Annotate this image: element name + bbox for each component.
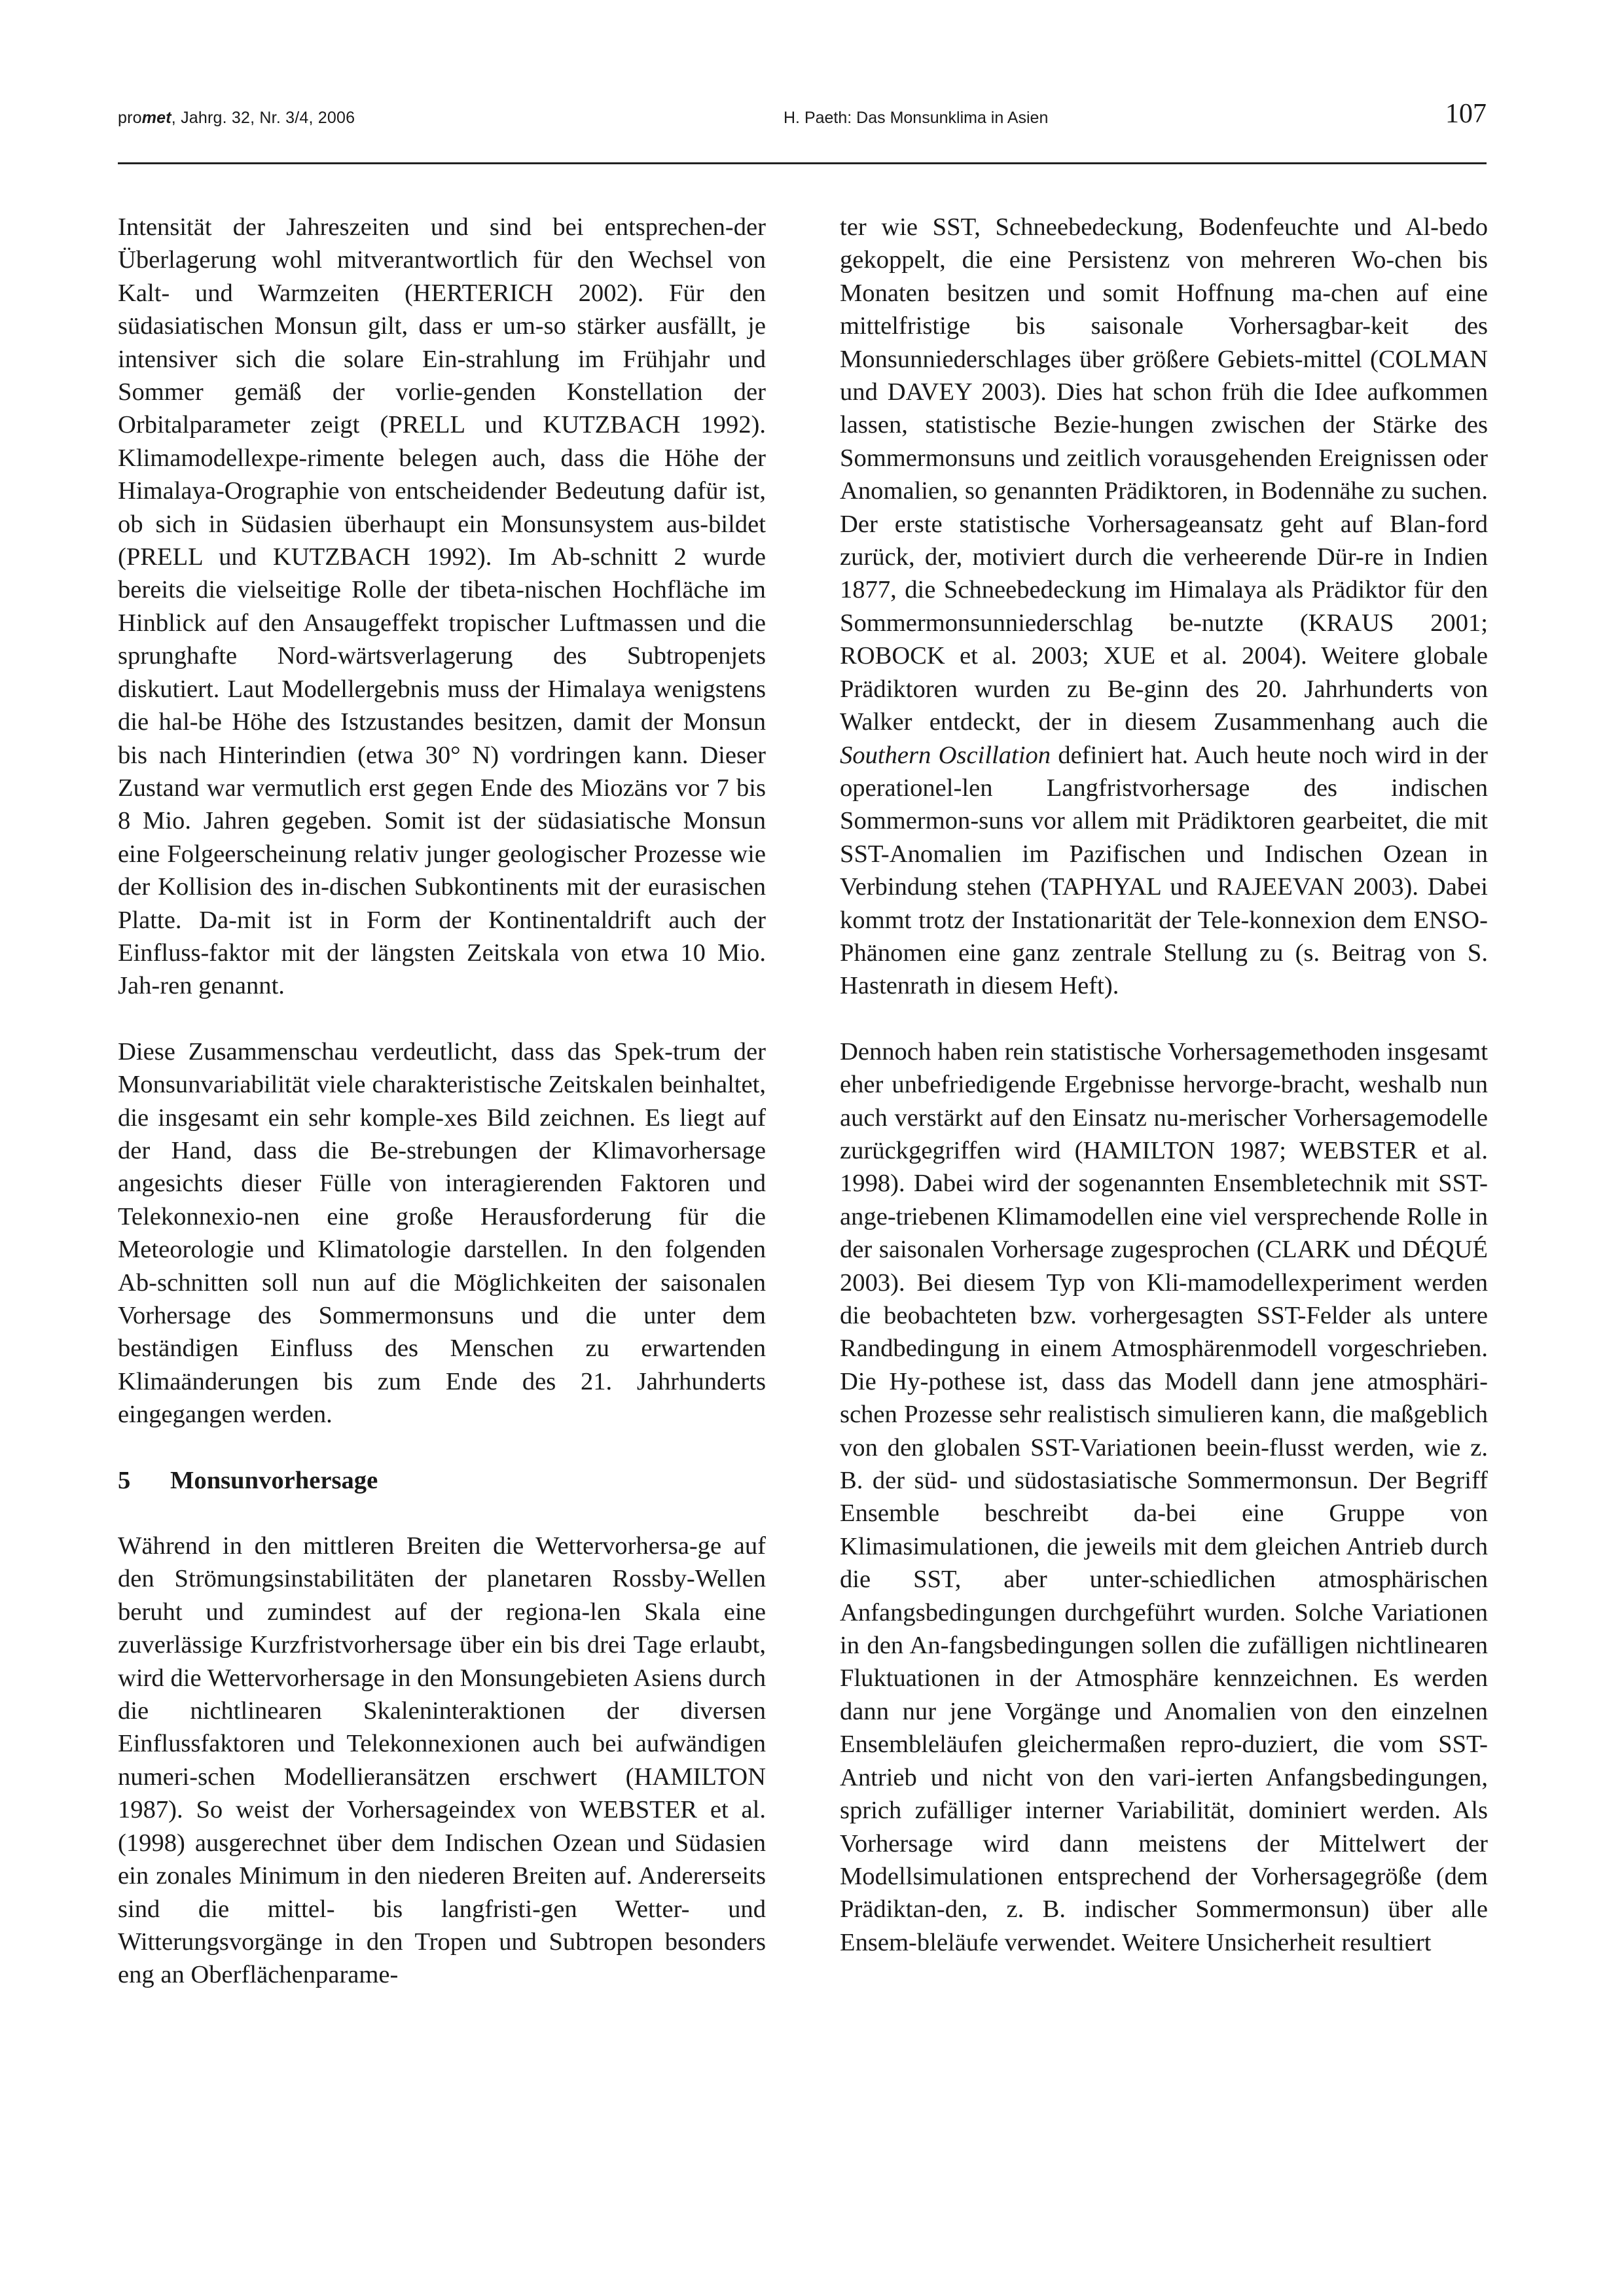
journal-citation: promet, Jahrg. 32, Nr. 3/4, 2006 bbox=[118, 109, 355, 127]
left-column bbox=[118, 211, 766, 1992]
section-heading bbox=[118, 1464, 766, 1497]
italic-term: Southern Oscillation bbox=[840, 741, 1051, 769]
running-title: H. Paeth: Das Monsunklima in Asien bbox=[784, 109, 1049, 127]
page-header bbox=[118, 99, 1487, 164]
section-number: 5 bbox=[118, 1466, 131, 1494]
section-title: Monsunvorhersage bbox=[170, 1466, 378, 1494]
right-column bbox=[840, 211, 1488, 1959]
page-number: 107 bbox=[1445, 99, 1487, 129]
journal-name-emphasis: met bbox=[141, 109, 171, 127]
paragraph: Dennoch haben rein statistische Vorhersagemethoden insgesamt eher unbefriedigende Ergebnisse hervorge-bracht, weshalb nun auch verstärkt auf den Einsatz nu-merischer Vorhersagemodelle zurückgegriffen wird (HAMILTON 1987; WEBSTER et al. 1998). Dabei wird der sogenannten Ensembletechnik mit SST-ange-triebenen Klimamodellen eine viel versprechende Rolle in der saisonalen Vorhersage zugesprochen (CLARK und DÉQUÉ 2003). Bei diesem Typ von Kli-mamodellexperiment werden die beobachteten bzw. vorhergesagten SST-Felder als untere Randbedingung in einem Atmosphärenmodell vorgeschrieben. Die Hy-pothese ist, dass das Modell dann jene atmosphäri-schen Prozesse sehr realistisch simulieren kann, die maßgeblich von den globalen SST-Variationen beein-flusst werden, wie z. B. der süd- und südostasiatische Sommermonsun. Der Begriff Ensemble beschreibt da-bei eine Gruppe von Klimasimulationen, die jeweils mit dem gleichen Antrieb durch die SST, aber unter-schiedlichen atmosphärischen Anfangsbedingungen durchgeführt wurden. Solche Variationen in den An-fangsbedingungen sollen die zufälligen nichtlinearen Fluktuationen in der Atmosphäre kennzeichnen. Es werden dann nur jene Vorgänge und Anomalien von den einzelnen Ensembleläufen gleichermaßen repro-duziert, die vom SST-Antrieb und nicht von den vari-ierten Anfangsbedingungen, sprich zufälliger interner Variabilität, dominiert werden. Als Vorhersage wird dann meistens der Mittelwert der Modellsimulationen entsprechend der Vorhersagegröße (dem Prädiktan-den, z. B. indischer Sommermonsun) über alle Ensem-bleläufe verwendet. Weitere Unsicherheit resultiert bbox=[840, 1037, 1488, 1956]
paragraph: Während in den mittleren Breiten die Wettervorhersa-ge auf den Strömungsinstabilitäten der planetaren Rossby-Wellen beruht und zumindest auf der regiona-len Skala eine zuverlässige Kurzfristvorhersage über ein bis drei Tage erlaubt, wird die Wettervorhersage in den Monsungebieten Asiens durch die nichtlinearen Skaleninteraktionen der diversen Einflussfaktoren und Telekonnexionen auch bei aufwändigen numeri-schen Modellieransätzen erschwert (HAMILTON 1987). So weist der Vorhersageindex von WEBSTER et al. (1998) ausgerechnet über dem Indischen Ozean und Südasien ein zonales Minimum in den niederen Breiten auf. Andererseits sind die mittel- bis langfristi-gen Wetter- und Witterungsvorgänge in den Tropen und Subtropen besonders eng an Oberflächenparame- bbox=[118, 1532, 766, 1989]
paragraph: ter wie SST, Schneebedeckung, Bodenfeuchte und Al-bedo gekoppelt, die eine Persistenz von mehreren Wo-chen bis Monaten besitzen und somit Hoffnung ma-chen auf eine mittelfristige bis saisonale Vorhersagbar-keit des Monsunniederschlages über größere Gebiets-mittel (COLMAN und DAVEY 2003). Dies hat schon früh die Idee aufkommen lassen, statistische Bezie-hungen zwischen der Stärke des Sommermonsuns und zeitlich vorausgehenden Ereignissen oder Anomalien, so genannten Prädiktoren, in Bodennähe zu suchen. Der erste statistische Vorhersageansatz geht auf Blan-ford zurück, der, motiviert durch die verheerende Dür-re in Indien 1877, die Schneebedeckung im Himalaya als Prädiktor für den Sommermonsunniederschlag be-nutzte (KRAUS 2001; ROBOCK et al. 2003; XUE et al. 2004). Weitere globale Prädiktoren wurden zu Be-ginn des 20. Jahrhunderts von Walker entdeckt, der in diesem Zusammenhang auch die Southern Oscillation definiert hat. Auch heute noch wird in der operationel-len Langfristvorhersage des indischen Sommermon-suns vor allem mit Prädiktoren gearbeitet, die mit SST-Anomalien im Pazifischen und Indischen Ozean in Verbindung stehen (TAPHYAL und RAJEEVAN 2003). Dabei kommt trotz der Instationarität der Tele-konnexion dem ENSO-Phänomen eine ganz zentrale Stellung zu (s. Beitrag von S. Hastenrath in diesem Heft). bbox=[840, 213, 1488, 1000]
paragraph: Intensität der Jahreszeiten und sind bei entsprechen-der Überlagerung wohl mitverantwortlich für den Wechsel von Kalt- und Warmzeiten (HERTERICH 2002). Für den südasiatischen Monsun gilt, dass er um-so stärker ausfällt, je intensiver sich die solare Ein-strahlung im Frühjahr und Sommer gemäß der vorlie-genden Konstellation der Orbitalparameter zeigt (PRELL und KUTZBACH 1992). Klimamodellexpe-rimente belegen auch, dass die Höhe der Himalaya-Orographie von entscheidender Bedeutung dafür ist, ob sich in Südasien überhaupt ein Monsunsystem aus-bildet (PRELL und KUTZBACH 1992). Im Ab-schnitt 2 wurde bereits die vielseitige Rolle der tibeta-nischen Hochfläche im Hinblick auf den Ansaugeffekt tropischer Luftmassen und die sprunghafte Nord-wärtsverlagerung des Subtropenjets diskutiert. Laut Modellergebnis muss der Himalaya wenigstens die hal-be Höhe des Istzustandes besitzen, damit der Monsun bis nach Hinterindien (etwa 30° N) vordringen kann. Dieser Zustand war vermutlich erst gegen Ende des Miozäns vor 7 bis 8 Mio. Jahren gegeben. Somit ist der südasiatische Monsun eine Folgeerscheinung relativ junger geologischer Prozesse wie der Kollision des in-dischen Subkontinents mit der eurasischen Platte. Da-mit ist in Form der Kontinentaldrift auch der Einfluss-faktor mit der längsten Zeitskala von etwa 10 Mio. Jah-ren genannt. bbox=[118, 213, 766, 1000]
paragraph: Diese Zusammenschau verdeutlicht, dass das Spek-trum der Monsunvariabilität viele charakteristische Zeitskalen beinhaltet, die insgesamt ein sehr komple-xes Bild zeichnen. Es liegt auf der Hand, dass die Be-strebungen der Klimavorhersage angesichts dieser Fülle von interagierenden Faktoren und Telekonnexio-nen eine große Herausforderung für die Meteorologie und Klimatologie darstellen. In den folgenden Ab-schnitten soll nun auf die Möglichkeiten der saisonalen Vorhersage des Sommermonsuns und die unter dem beständigen Einfluss des Menschen zu erwartenden Klimaänderungen bis zum Ende des 21. Jahrhunderts eingegangen werden. bbox=[118, 1037, 766, 1429]
